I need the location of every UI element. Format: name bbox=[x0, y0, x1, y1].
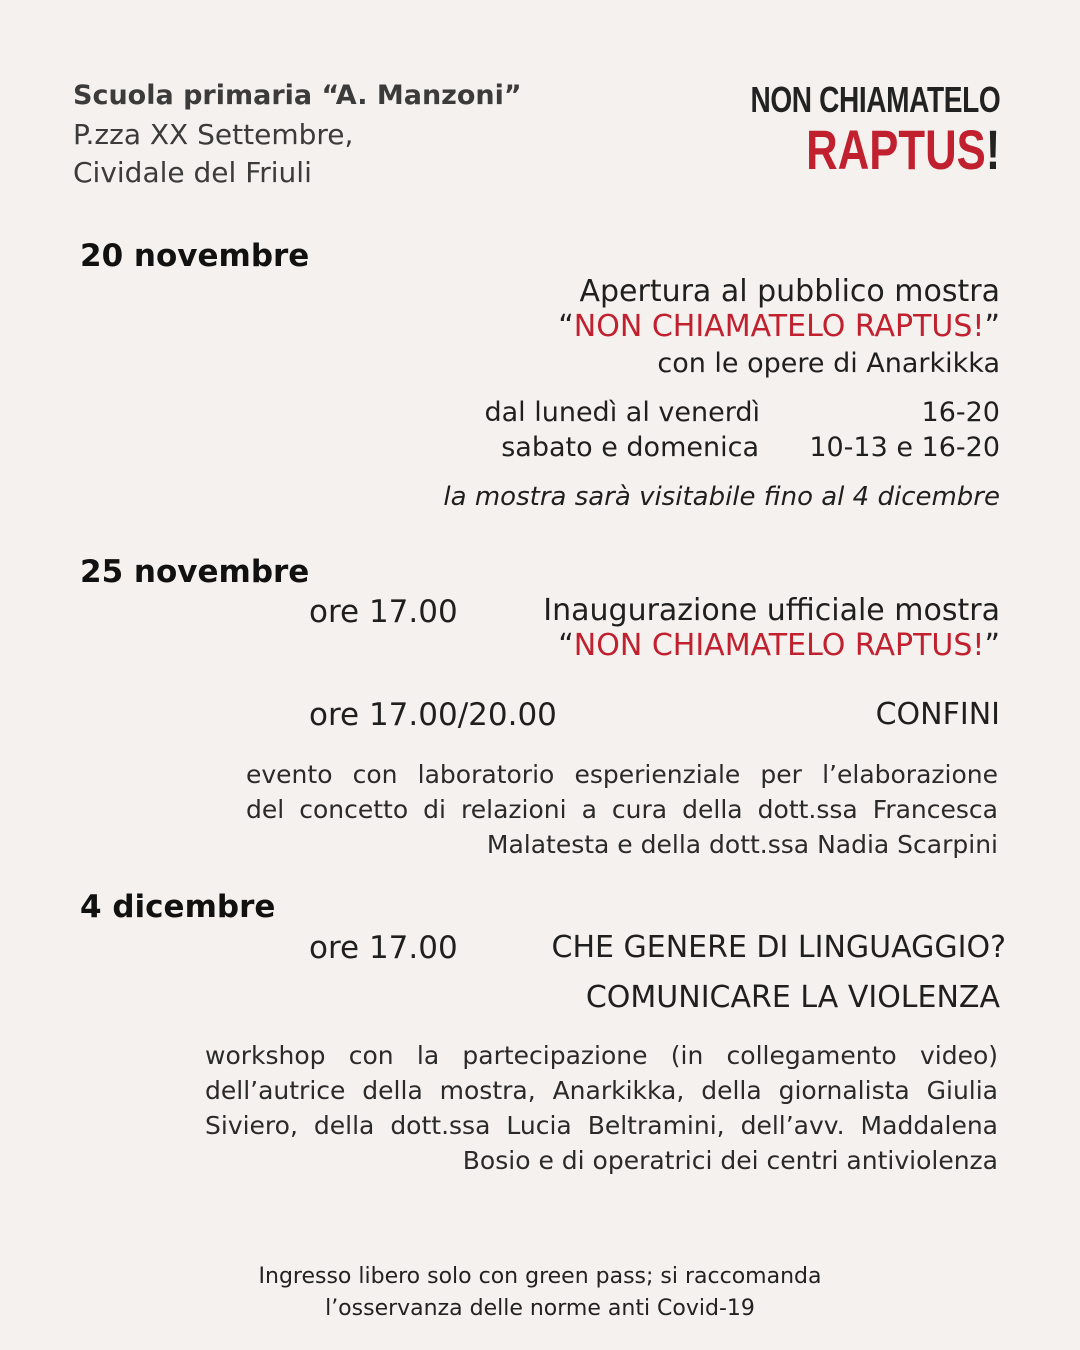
event1-with: con le opere di Anarkikka bbox=[657, 348, 1000, 379]
venue-address-line2: Cividale del Friuli bbox=[73, 156, 312, 189]
event2-subtitle bbox=[558, 628, 1000, 663]
hours1-label: dal lunedì al venerdì bbox=[484, 397, 760, 428]
quote-open: “ bbox=[558, 309, 574, 344]
event-logo bbox=[680, 79, 1000, 181]
quote-open: “ bbox=[558, 628, 574, 663]
event3-desc-line4: Bosio e di operatrici dei centri antiviolenza bbox=[462, 1146, 998, 1175]
logo-line2 bbox=[750, 118, 1000, 181]
event3-title1: CHE GENERE DI LINGUAGGIO? bbox=[551, 930, 1006, 965]
event1-title: Apertura al pubblico mostra bbox=[579, 274, 1000, 309]
event2-confini-title: CONFINI bbox=[875, 697, 1000, 732]
event3-description bbox=[205, 1038, 998, 1178]
event2-desc-line1: evento con laboratorio esperienziale per l’elaborazione bbox=[246, 760, 998, 789]
hours1-value: 16-20 bbox=[921, 397, 1000, 428]
venue-name: Scuola primaria “A. Manzoni” bbox=[73, 80, 522, 111]
date-25-novembre: 25 novembre bbox=[80, 554, 310, 590]
quote-close: ” bbox=[984, 628, 1000, 663]
event3-title2: COMUNICARE LA VIOLENZA bbox=[585, 980, 1000, 1015]
event2-desc-line2: del concetto di relazioni a cura della dott.ssa Francesca bbox=[246, 795, 998, 824]
footer-line2: l’osservanza delle norme anti Covid-19 bbox=[325, 1296, 755, 1321]
event2-desc-line3: Malatesta e della dott.ssa Nadia Scarpini bbox=[486, 830, 998, 859]
hours2-value: 10-13 e 16-20 bbox=[809, 432, 1000, 463]
footer-line1: Ingresso libero solo con green pass; si raccomanda bbox=[258, 1264, 822, 1289]
event2-title: Inaugurazione ufficiale mostra bbox=[543, 593, 1000, 628]
quote-close: ” bbox=[984, 309, 1000, 344]
event1-subtitle-text: NON CHIAMATELO RAPTUS! bbox=[573, 309, 985, 344]
date-20-novembre: 20 novembre bbox=[80, 238, 310, 274]
logo-raptus: RAPTUS bbox=[805, 118, 986, 181]
event2-time1: ore 17.00 bbox=[309, 594, 458, 630]
event3-time: ore 17.00 bbox=[309, 930, 458, 966]
venue-address-line1: P.zza XX Settembre, bbox=[73, 118, 354, 151]
event3-desc-line2: dell’autrice della mostra, Anarkikka, della giornalista Giulia bbox=[205, 1076, 998, 1105]
date-4-dicembre: 4 dicembre bbox=[80, 889, 276, 925]
event2-subtitle-text: NON CHIAMATELO RAPTUS! bbox=[573, 628, 985, 663]
event2-time2: ore 17.00/20.00 bbox=[309, 697, 557, 733]
event2-description bbox=[246, 757, 998, 862]
event1-note: la mostra sarà visitabile fino al 4 dicembre bbox=[443, 482, 1000, 512]
event3-desc-line3: Siviero, della dott.ssa Lucia Beltramini, dell’avv. Maddalena bbox=[205, 1111, 998, 1140]
event1-subtitle bbox=[558, 309, 1000, 344]
logo-line1: NON CHIAMATELO bbox=[750, 79, 1000, 120]
event3-desc-line1: workshop con la partecipazione (in collegamento video) bbox=[205, 1041, 998, 1070]
logo-exclamation: ! bbox=[985, 118, 1000, 181]
hours2-label: sabato e domenica bbox=[501, 432, 759, 463]
